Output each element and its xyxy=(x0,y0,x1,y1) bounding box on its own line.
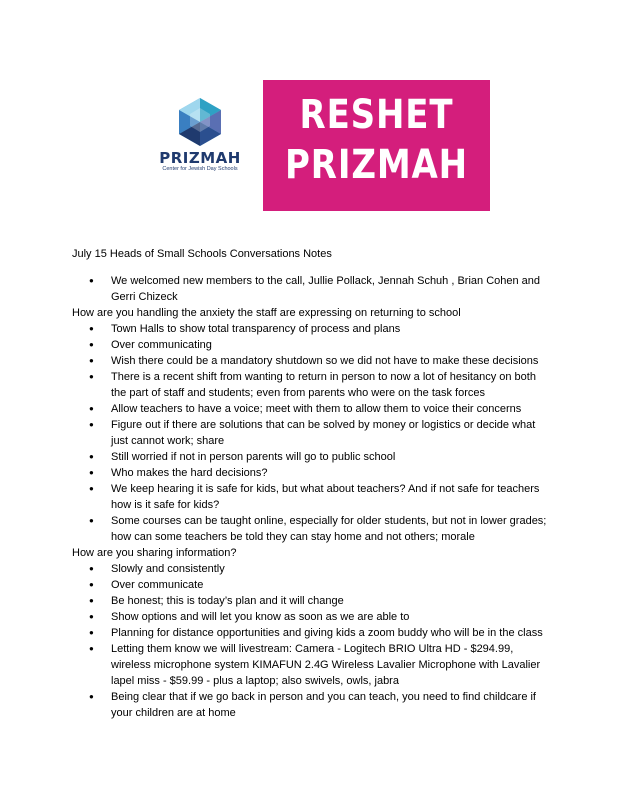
list-item: ● Over communicate xyxy=(72,577,552,593)
prizmah-logo xyxy=(152,98,248,188)
logo-wordmark: PRIZMAH xyxy=(159,149,241,167)
list-item: ● Allow teachers to have a voice; meet with them to allow them to voice their concerns xyxy=(72,401,552,417)
list-item: ● We keep hearing it is safe for kids, but what about teachers? And if not safe for teachers how is it safe for kids? xyxy=(72,481,552,513)
intro-list xyxy=(72,273,552,305)
list-item: ● Be honest; this is today’s plan and it will change xyxy=(72,593,552,609)
sharing-list xyxy=(72,561,552,721)
list-item: ● Letting them know we will livestream: Camera - Logitech BRIO Ultra HD - $294.99, wireless microphone system KIMAFUN 2.4G Wireless Lavalier Microphone with Lavalier lapel miss - $59.99 - plus a laptop; also swivels, owls, jabra xyxy=(72,641,552,689)
notes-content xyxy=(72,246,552,721)
section-heading-anxiety: How are you handling the anxiety the staff are expressing on returning to school xyxy=(72,307,461,319)
list-item: ● Figure out if there are solutions that can be solved by money or logistics or decide what just cannot work; share xyxy=(72,417,552,449)
anxiety-list xyxy=(72,321,552,545)
list-item: ● Still worried if not in person parents will go to public school xyxy=(72,449,552,465)
list-item: ● Planning for distance opportunities and giving kids a zoom buddy who will be in the class xyxy=(72,625,552,641)
logo-tagline: Center for Jewish Day Schools xyxy=(162,166,238,172)
list-item: ● Wish there could be a mandatory shutdown so we did not have to make these decisions xyxy=(72,353,552,369)
list-item: ● Some courses can be taught online, especially for older students, but not in lower grades; how can some teachers be told they can stay home and not others; morale xyxy=(72,513,552,545)
list-item: ● There is a recent shift from wanting to return in person to now a lot of hesitancy on both the part of staff and students; even from parents who were on the task forces xyxy=(72,369,552,401)
section-heading-sharing: How are you sharing information? xyxy=(72,547,237,559)
prizmah-hexagon-icon xyxy=(179,98,221,146)
reshet-prizmah-banner xyxy=(263,80,490,211)
list-item: ● Being clear that if we go back in person and you can teach, you need to find childcare if your children are at home xyxy=(72,689,552,721)
document-title: July 15 Heads of Small Schools Conversations Notes xyxy=(72,248,332,260)
list-item: ● Town Halls to show total transparency of process and plans xyxy=(72,321,552,337)
banner-line-1: RESHET xyxy=(299,92,454,138)
list-item: ● Slowly and consistently xyxy=(72,561,552,577)
banner-line-2: PRIZMAH xyxy=(285,142,468,188)
list-item: ● Over communicating xyxy=(72,337,552,353)
list-item: ● Who makes the hard decisions? xyxy=(72,465,552,481)
list-item: ● We welcomed new members to the call, Jullie Pollack, Jennah Schuh , Brian Cohen and Gerri Chizeck xyxy=(72,273,552,305)
list-item: ● Show options and will let you know as soon as we are able to xyxy=(72,609,552,625)
